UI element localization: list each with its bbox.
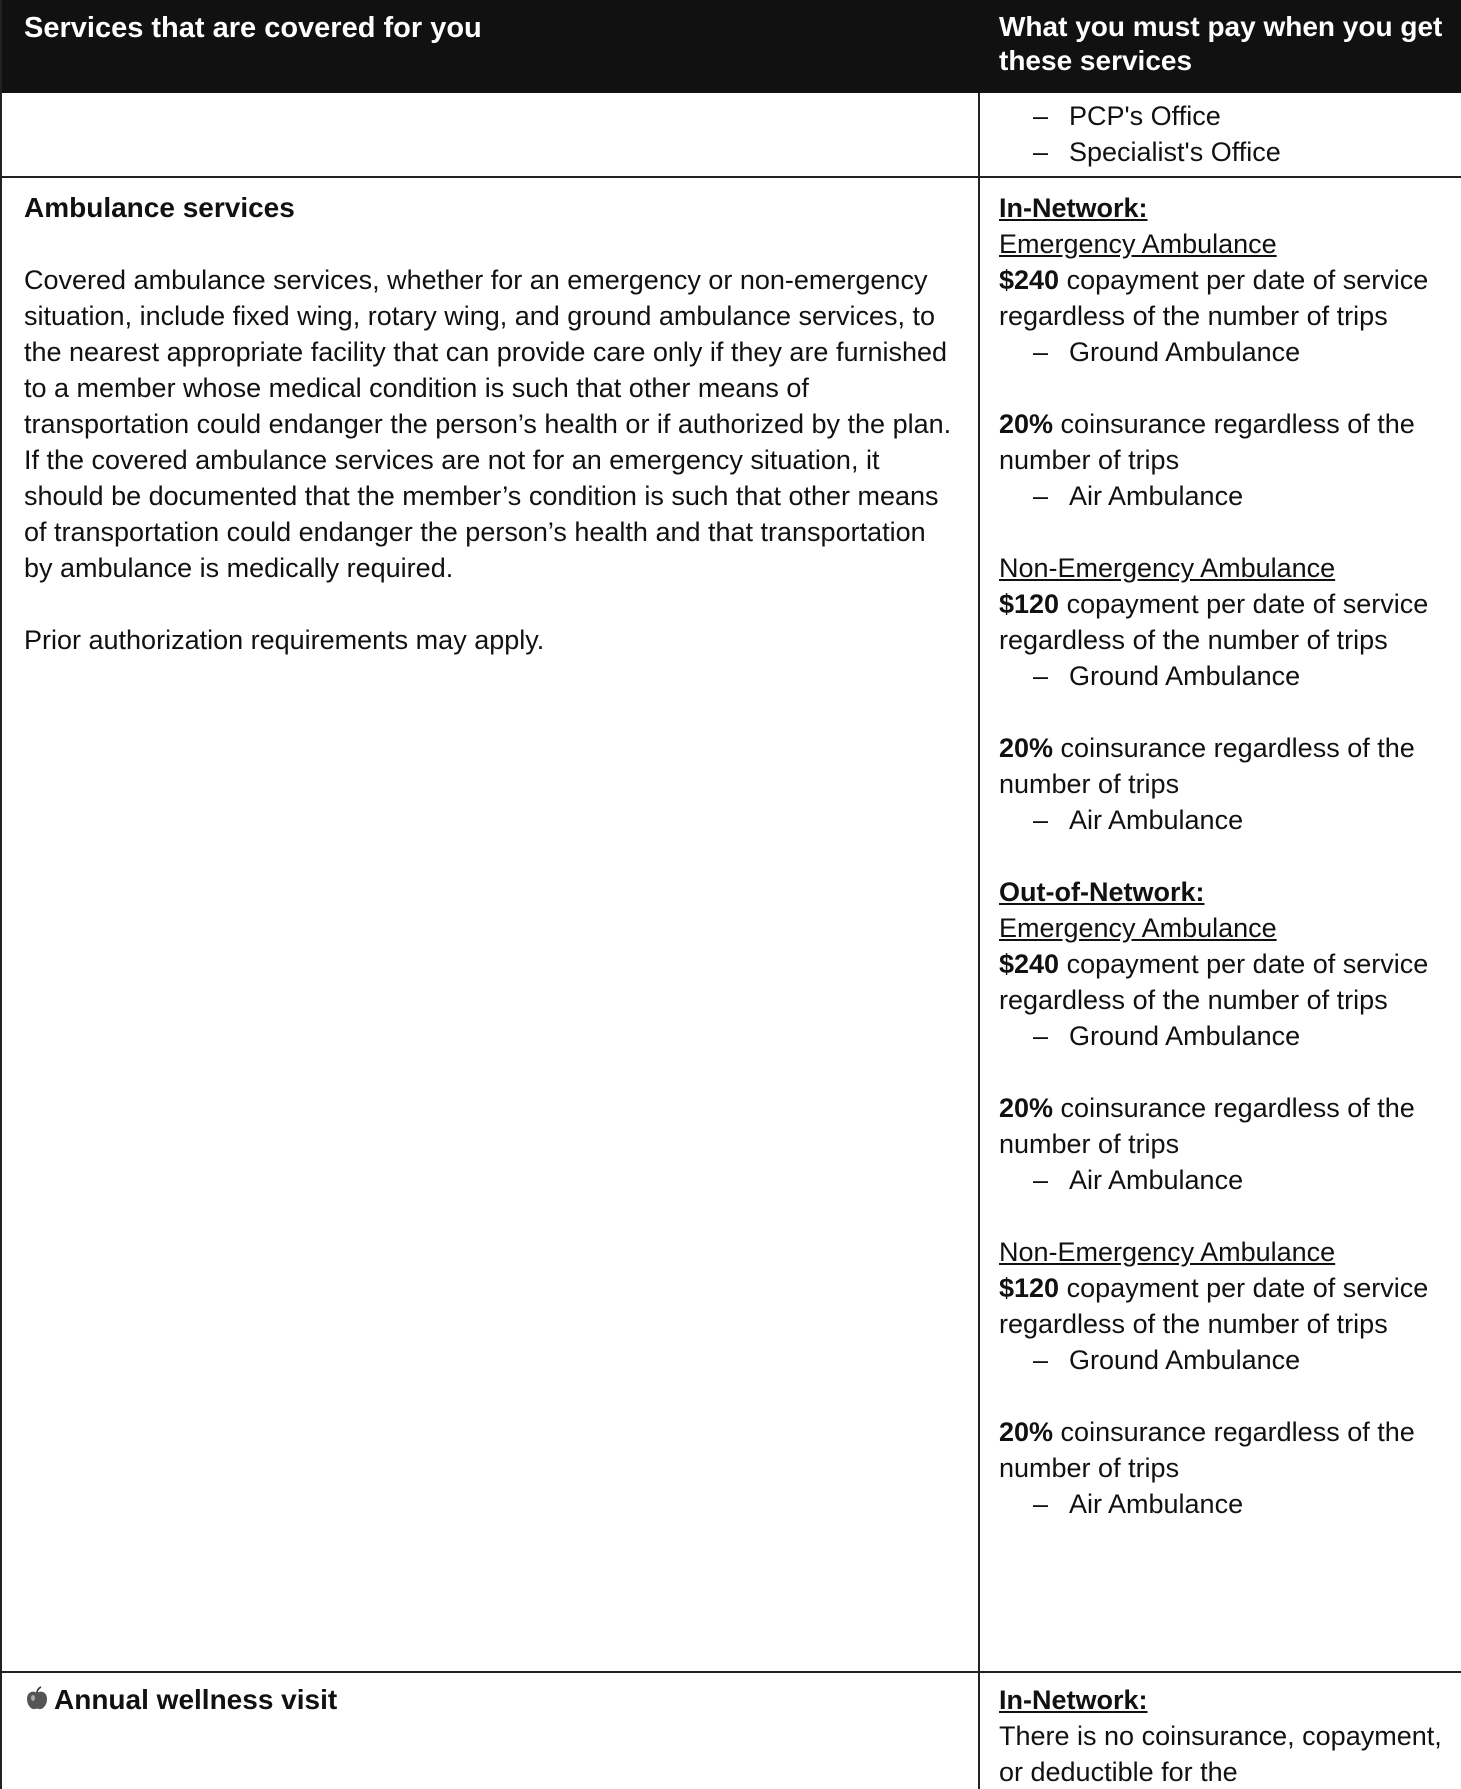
wellness-payment-cell	[999, 1682, 1459, 1789]
list-item: – Specialist's Office	[999, 134, 1459, 170]
coinsurance-text: coinsurance regardless of the number of trips	[999, 409, 1415, 475]
coinsurance-line	[999, 406, 1459, 478]
coinsurance-line	[999, 730, 1459, 802]
ambulance-prior-auth: Prior authorization requirements may apply.	[24, 625, 545, 655]
emergency-ambulance-label: Emergency Ambulance	[999, 913, 1277, 943]
row-divider	[2, 176, 1461, 178]
coinsurance-amount: 20%	[999, 733, 1054, 763]
copay-amount: $120	[999, 1273, 1060, 1303]
in-network-label: In-Network:	[999, 1685, 1148, 1715]
coinsurance-amount: 20%	[999, 409, 1054, 439]
wellness-title-line	[24, 1682, 954, 1718]
list-item: – Air Ambulance	[999, 802, 1459, 838]
coinsurance-amount: 20%	[999, 1093, 1054, 1123]
copay-line	[999, 946, 1459, 1018]
copay-amount: $120	[999, 589, 1060, 619]
copay-amount: $240	[999, 949, 1060, 979]
list-item: – Ground Ambulance	[999, 1342, 1459, 1378]
list-item: – Ground Ambulance	[999, 658, 1459, 694]
column-divider	[978, 93, 980, 1789]
copay-text: copayment per date of service regardless of the number of trips	[999, 589, 1429, 655]
non-emergency-ambulance-label: Non-Emergency Ambulance	[999, 1237, 1336, 1267]
row-divider	[2, 1671, 1461, 1673]
ambulance-description: Covered ambulance services, whether for an emergency or non-emergency situation, include fixed wing, rotary wing, and ground ambulance services, to the nearest appropriate facility that can provide care only if they are furnished to a member whose medical condition is such that other means of transportation could endanger the person’s health or if authorized by the plan. If the covered ambulance services are not for an emergency situation, it should be documented that the member’s condition is such that other means of transportation could endanger the person’s health and that transportation by ambulance is medically required.	[24, 265, 952, 583]
coinsurance-line	[999, 1414, 1459, 1486]
emergency-ambulance-label: Emergency Ambulance	[999, 229, 1277, 259]
list-item: – Air Ambulance	[999, 1486, 1459, 1522]
copay-text: copayment per date of service regardless of the number of trips	[999, 949, 1429, 1015]
copay-amount: $240	[999, 265, 1060, 295]
copay-text: copayment per date of service regardless of the number of trips	[999, 1273, 1429, 1339]
table-header	[2, 0, 1461, 93]
copay-line	[999, 1270, 1459, 1342]
list-item: – Ground Ambulance	[999, 1018, 1459, 1054]
wellness-cell	[24, 1682, 954, 1718]
ambulance-title: Ambulance services	[24, 192, 295, 223]
non-emergency-ambulance-label: Non-Emergency Ambulance	[999, 553, 1336, 583]
out-of-network-label: Out-of-Network:	[999, 877, 1205, 907]
ambulance-payment-cell	[999, 190, 1459, 1522]
coinsurance-amount: 20%	[999, 1417, 1054, 1447]
wellness-title: Annual wellness visit	[54, 1684, 338, 1715]
coinsurance-text: coinsurance regardless of the number of trips	[999, 1417, 1415, 1483]
list-item: – Air Ambulance	[999, 478, 1459, 514]
list-item: – Air Ambulance	[999, 1162, 1459, 1198]
header-services-covered: Services that are covered for you	[24, 12, 482, 44]
copay-line	[999, 586, 1459, 658]
wellness-text: There is no coinsurance, copayment, or deductible for the	[999, 1721, 1442, 1787]
copay-line	[999, 262, 1459, 334]
apple-icon	[24, 1686, 50, 1712]
top-row-payment-cell	[999, 98, 1459, 170]
list-item: – Ground Ambulance	[999, 334, 1459, 370]
header-what-you-pay: What you must pay when you get these services	[999, 11, 1443, 76]
coinsurance-line	[999, 1090, 1459, 1162]
in-network-label: In-Network:	[999, 193, 1148, 223]
coinsurance-text: coinsurance regardless of the number of trips	[999, 1093, 1415, 1159]
copay-text: copayment per date of service regardless of the number of trips	[999, 265, 1429, 331]
coinsurance-text: coinsurance regardless of the number of trips	[999, 733, 1415, 799]
list-item: – PCP's Office	[999, 98, 1459, 134]
ambulance-services-cell	[24, 190, 954, 658]
